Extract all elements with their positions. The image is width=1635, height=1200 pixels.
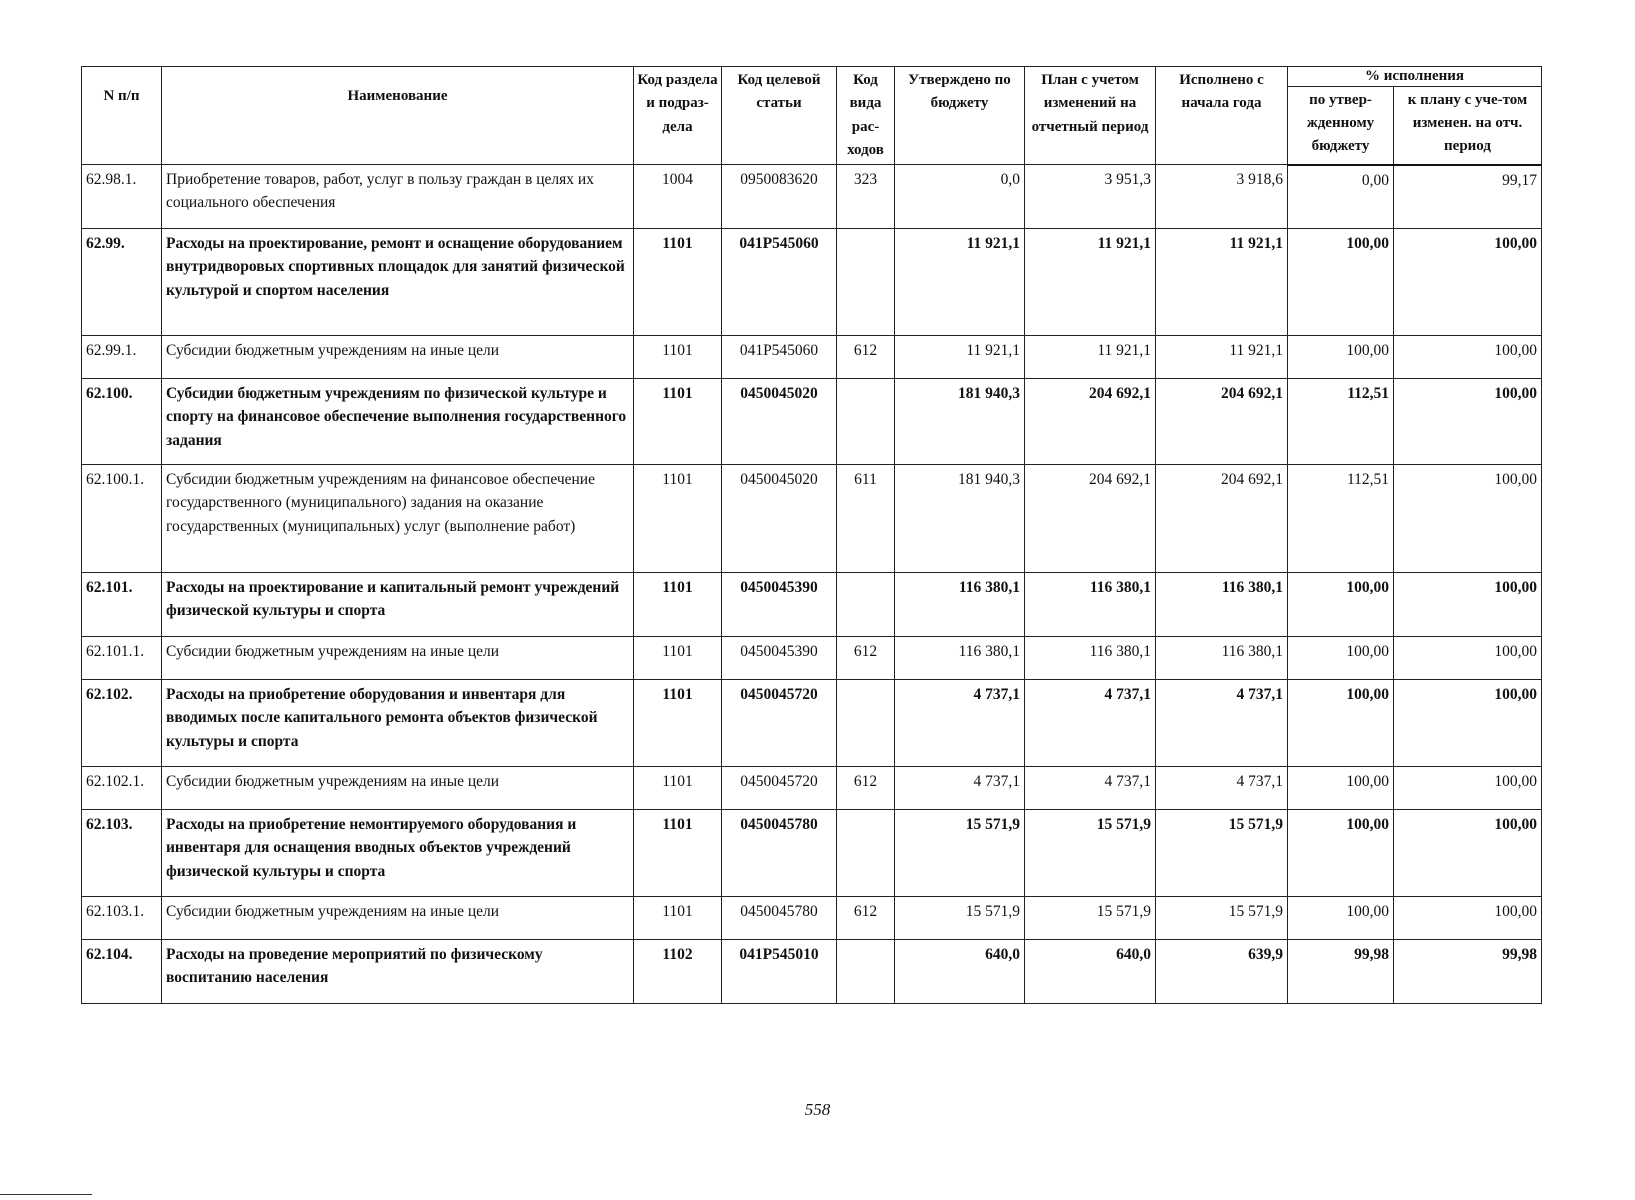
row-pct-approved: 100,00 [1288,336,1394,379]
row-name: Субсидии бюджетным учреждениям на иные цели [162,336,634,379]
row-name: Субсидии бюджетным учреждениям по физической культуре и спорту на финансовое обеспечение выполнения государственного задания [162,379,634,465]
row-target-code: 0450045720 [722,767,837,810]
row-num: 62.99.1. [82,336,162,379]
row-pct-plan: 100,00 [1394,465,1542,573]
row-pct-plan: 99,17 [1394,165,1542,229]
row-plan: 204 692,1 [1025,379,1156,465]
row-pct-approved: 0,00 [1288,165,1394,229]
row-num: 62.102. [82,680,162,767]
table-row [82,465,1542,573]
row-plan: 4 737,1 [1025,767,1156,810]
row-approved: 4 737,1 [895,767,1025,810]
row-executed: 3 918,6 [1156,165,1288,229]
row-section-code: 1101 [634,573,722,637]
row-pct-approved: 100,00 [1288,573,1394,637]
row-name: Субсидии бюджетным учреждениям на иные цели [162,637,634,680]
row-num: 62.102.1. [82,767,162,810]
row-pct-approved: 100,00 [1288,680,1394,767]
row-executed: 15 571,9 [1156,897,1288,940]
margin-line [0,1194,92,1195]
row-pct-plan: 100,00 [1394,767,1542,810]
row-pct-plan: 100,00 [1394,379,1542,465]
page-number: 558 [804,1100,831,1119]
row-plan: 11 921,1 [1025,336,1156,379]
row-name: Расходы на приобретение немонтируемого оборудования и инвентаря для оснащения вводных объектов учреждений физической культуры и спорта [162,810,634,897]
row-executed: 204 692,1 [1156,465,1288,573]
row-name: Расходы на проектирование, ремонт и оснащение оборудованием внутридворовых спортивных площадок для занятий физической культурой и спортом населения [162,229,634,336]
table-row [82,336,1542,379]
row-name: Субсидии бюджетным учреждениям на иные цели [162,897,634,940]
row-expense-type: 612 [837,767,895,810]
row-target-code: 0450045720 [722,680,837,767]
row-plan: 3 951,3 [1025,165,1156,229]
row-executed: 116 380,1 [1156,637,1288,680]
row-target-code: 0950083620 [722,165,837,229]
budget-table [81,66,1542,1004]
row-name: Субсидии бюджетным учреждениям на финансовое обеспечение государственного (муниципального) задания на оказание государственных (муниципальных) услуг (выполнение работ) [162,465,634,573]
row-approved: 181 940,3 [895,465,1025,573]
table-row [82,680,1542,767]
row-section-code: 1101 [634,680,722,767]
row-plan: 204 692,1 [1025,465,1156,573]
row-expense-type [837,680,895,767]
row-num: 62.101.1. [82,637,162,680]
row-pct-approved: 100,00 [1288,229,1394,336]
table-row [82,767,1542,810]
header-name: Наименование [162,67,634,165]
row-executed: 639,9 [1156,940,1288,1004]
row-expense-type [837,940,895,1004]
row-name: Расходы на проведение мероприятий по физическому воспитанию населения [162,940,634,1004]
table-body [82,165,1542,1004]
row-approved: 4 737,1 [895,680,1025,767]
row-pct-plan: 100,00 [1394,229,1542,336]
row-target-code: 0450045020 [722,379,837,465]
row-expense-type [837,229,895,336]
row-target-code: 041P545010 [722,940,837,1004]
header-expense-type: Код вида рас-ходов [837,67,895,165]
row-approved: 11 921,1 [895,336,1025,379]
row-expense-type: 323 [837,165,895,229]
row-target-code: 0450045780 [722,810,837,897]
row-plan: 4 737,1 [1025,680,1156,767]
table-row [82,165,1542,229]
row-plan: 15 571,9 [1025,897,1156,940]
row-pct-plan: 100,00 [1394,680,1542,767]
row-section-code: 1101 [634,810,722,897]
header-num: N п/п [82,67,162,165]
row-approved: 0,0 [895,165,1025,229]
row-num: 62.101. [82,573,162,637]
row-pct-approved: 100,00 [1288,637,1394,680]
header-section-code: Код раздела и подраз-дела [634,67,722,165]
row-section-code: 1101 [634,465,722,573]
row-target-code: 0450045780 [722,897,837,940]
row-target-code: 0450045390 [722,637,837,680]
row-executed: 4 737,1 [1156,767,1288,810]
row-pct-plan: 100,00 [1394,810,1542,897]
row-expense-type [837,573,895,637]
header-approved: Утверждено по бюджету [895,67,1025,165]
row-approved: 640,0 [895,940,1025,1004]
row-expense-type [837,810,895,897]
row-section-code: 1004 [634,165,722,229]
row-approved: 181 940,3 [895,379,1025,465]
row-pct-approved: 100,00 [1288,810,1394,897]
row-approved: 116 380,1 [895,573,1025,637]
row-pct-approved: 112,51 [1288,465,1394,573]
table-row [82,229,1542,336]
row-executed: 4 737,1 [1156,680,1288,767]
table-row [82,810,1542,897]
row-executed: 204 692,1 [1156,379,1288,465]
row-pct-plan: 100,00 [1394,637,1542,680]
row-approved: 116 380,1 [895,637,1025,680]
table-row [82,573,1542,637]
row-num: 62.100. [82,379,162,465]
row-target-code: 0450045020 [722,465,837,573]
row-section-code: 1102 [634,940,722,1004]
row-approved: 15 571,9 [895,897,1025,940]
row-executed: 15 571,9 [1156,810,1288,897]
table-header-row [82,67,1542,87]
row-executed: 116 380,1 [1156,573,1288,637]
row-pct-approved: 100,00 [1288,767,1394,810]
row-num: 62.104. [82,940,162,1004]
row-target-code: 041P545060 [722,336,837,379]
row-section-code: 1101 [634,897,722,940]
row-expense-type [837,379,895,465]
row-num: 62.99. [82,229,162,336]
row-num: 62.103. [82,810,162,897]
row-executed: 11 921,1 [1156,229,1288,336]
row-executed: 11 921,1 [1156,336,1288,379]
row-section-code: 1101 [634,379,722,465]
row-pct-approved: 100,00 [1288,897,1394,940]
header-plan: План с учетом изменений на отчетный период [1025,67,1156,165]
row-name: Расходы на проектирование и капитальный ремонт учреждений физической культуры и спорта [162,573,634,637]
row-pct-plan: 100,00 [1394,573,1542,637]
row-expense-type: 612 [837,336,895,379]
row-target-code: 0450045390 [722,573,837,637]
row-plan: 15 571,9 [1025,810,1156,897]
table-row [82,940,1542,1004]
row-pct-plan: 100,00 [1394,897,1542,940]
row-pct-plan: 100,00 [1394,336,1542,379]
table-row [82,379,1542,465]
row-num: 62.103.1. [82,897,162,940]
row-plan: 116 380,1 [1025,573,1156,637]
row-target-code: 041P545060 [722,229,837,336]
row-section-code: 1101 [634,767,722,810]
row-pct-plan: 99,98 [1394,940,1542,1004]
header-pct-approved: по утвер-жденному бюджету [1288,86,1394,164]
row-section-code: 1101 [634,336,722,379]
row-pct-approved: 112,51 [1288,379,1394,465]
header-pct-plan: к плану с уче-том изменен. на отч. период [1394,86,1542,164]
row-name: Расходы на приобретение оборудования и инвентаря для вводимых после капитального ремонта объектов физической культуры и спорта [162,680,634,767]
row-pct-approved: 99,98 [1288,940,1394,1004]
table-row [82,637,1542,680]
header-percent-group: % исполнения [1288,67,1542,87]
header-executed: Исполнено с начала года [1156,67,1288,165]
row-plan: 11 921,1 [1025,229,1156,336]
row-plan: 640,0 [1025,940,1156,1004]
row-approved: 11 921,1 [895,229,1025,336]
row-num: 62.100.1. [82,465,162,573]
row-num: 62.98.1. [82,165,162,229]
row-section-code: 1101 [634,637,722,680]
row-expense-type: 611 [837,465,895,573]
row-approved: 15 571,9 [895,810,1025,897]
row-name: Приобретение товаров, работ, услуг в пользу граждан в целях их социального обеспечения [162,165,634,229]
row-expense-type: 612 [837,897,895,940]
row-section-code: 1101 [634,229,722,336]
row-expense-type: 612 [837,637,895,680]
table-row [82,897,1542,940]
row-plan: 116 380,1 [1025,637,1156,680]
header-target-code: Код целевой статьи [722,67,837,165]
row-name: Субсидии бюджетным учреждениям на иные цели [162,767,634,810]
